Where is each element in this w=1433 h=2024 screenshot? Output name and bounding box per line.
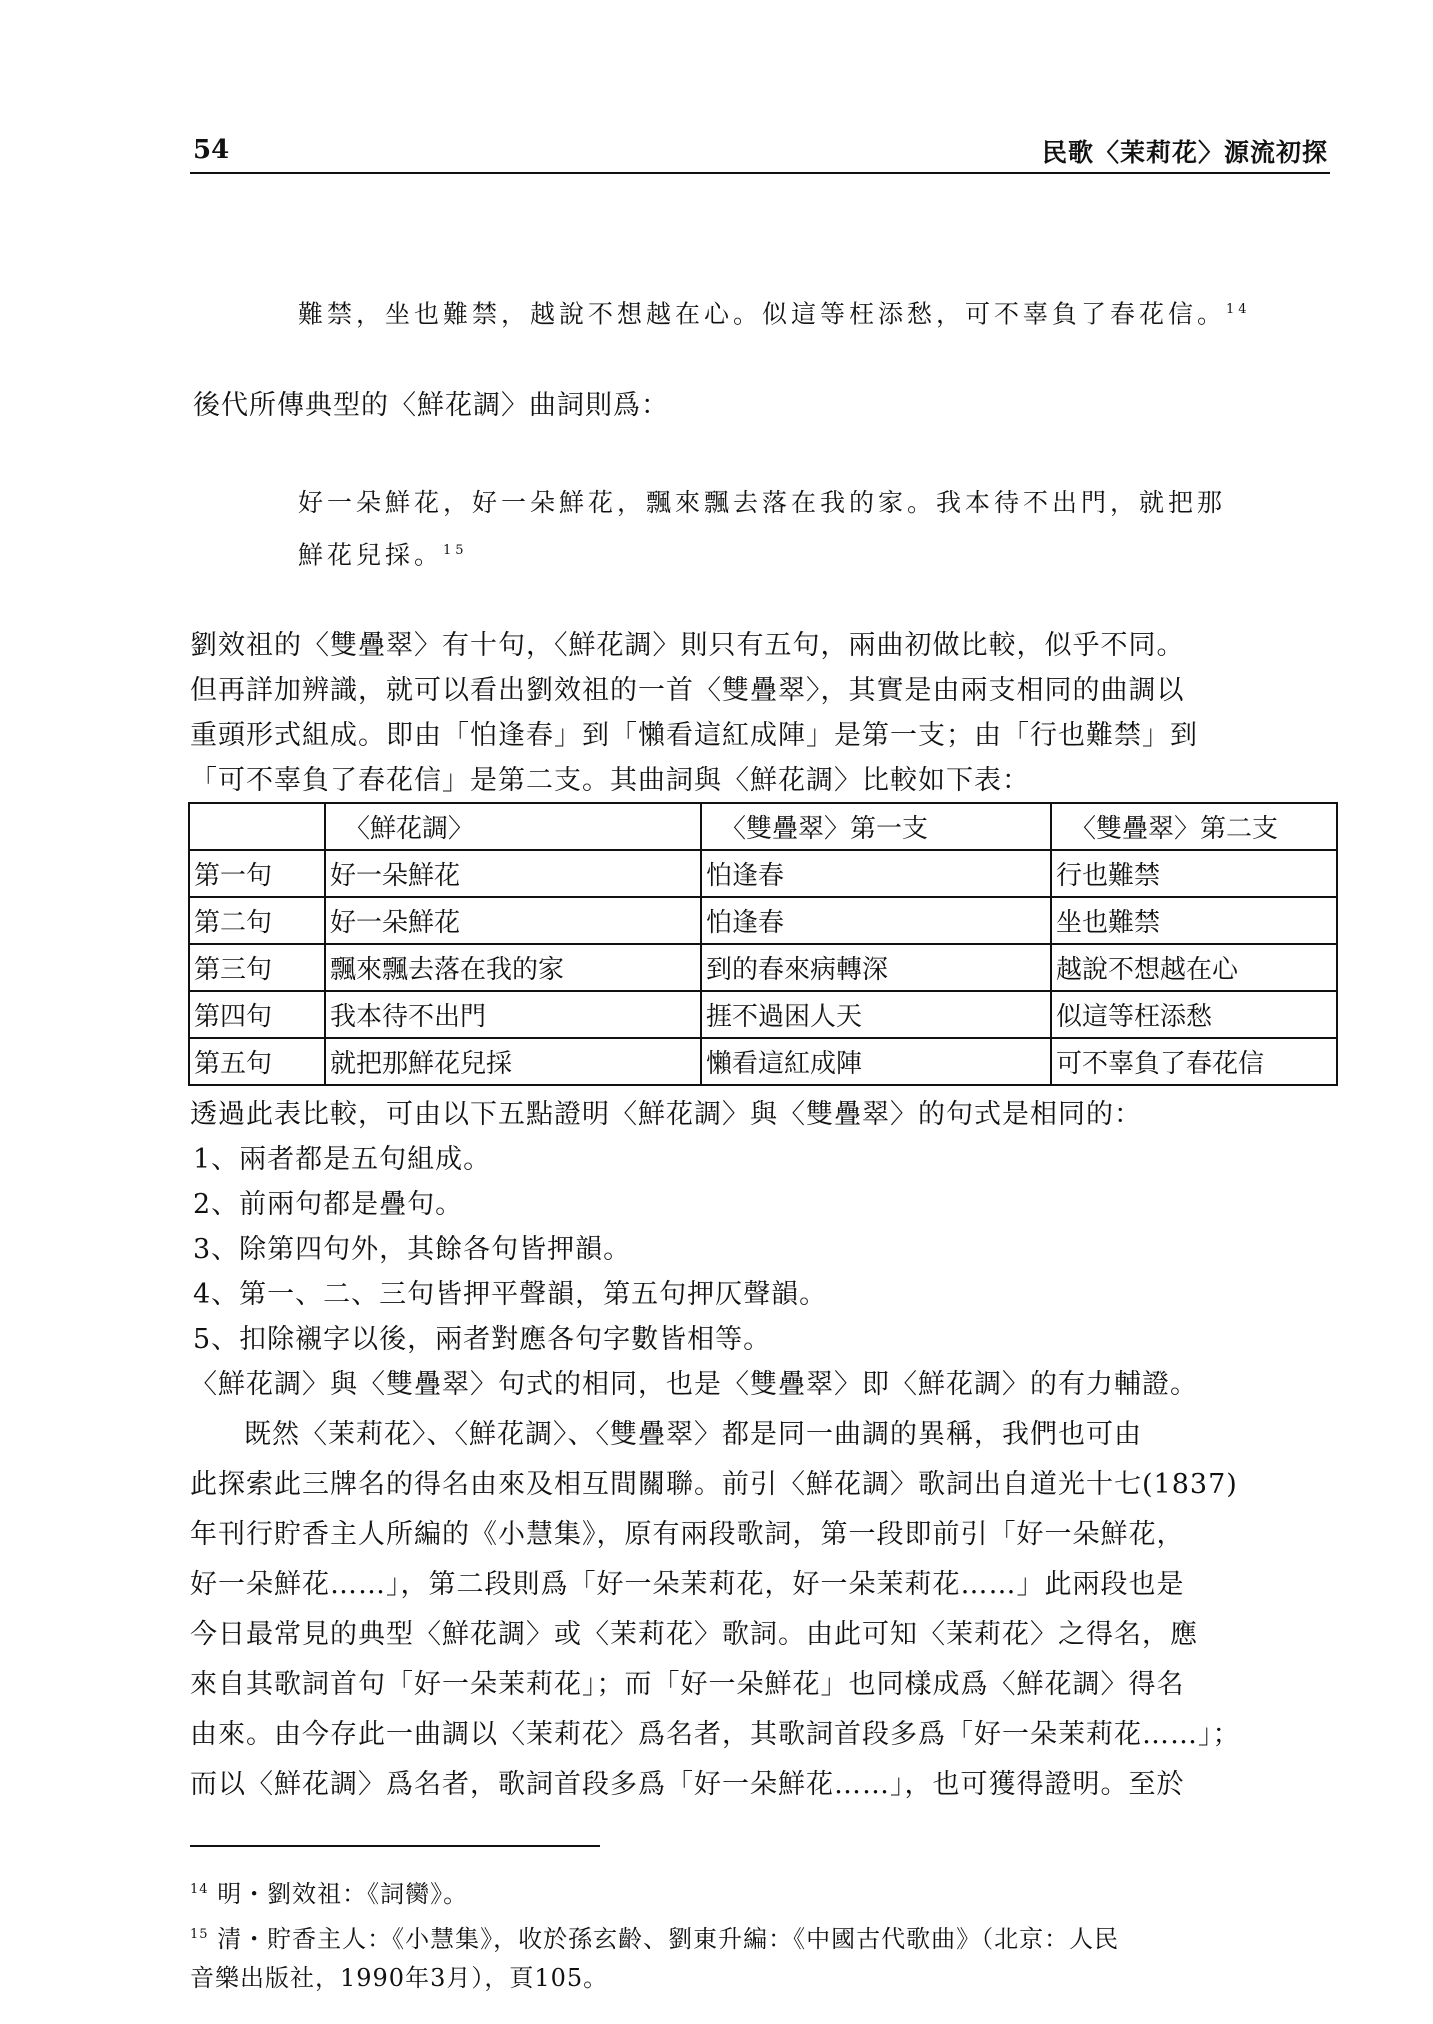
footnote-text: 音樂出版社，1990年3月），頁105。 — [190, 1964, 609, 1992]
para2-line: 年刊行貯香主人所編的《小慧集》，原有兩段歌詞，第一段即前引「好一朵鮮花， — [190, 1519, 1185, 1550]
table-cell: 第四句 — [189, 991, 325, 1038]
table-cell: 就把那鮮花兒採 — [325, 1038, 701, 1085]
point-item: 2、前兩句都是疊句。 — [193, 1189, 464, 1220]
table-cell: 似這等枉添愁 — [1051, 991, 1337, 1038]
para2-line: 今日最常見的典型〈鮮花調〉或〈茉莉花〉歌詞。由此可知〈茉莉花〉之得名，應 — [190, 1619, 1198, 1650]
table-cell: 飄來飄去落在我的家 — [325, 944, 701, 991]
table-cell: 懶看這紅成陣 — [701, 1038, 1051, 1085]
para1-line: 重頭形式組成。即由「怕逢春」到「懶看這紅成陣」是第一支；由「行也難禁」到 — [190, 720, 1198, 751]
point-item: 1、兩者都是五句組成。 — [193, 1144, 492, 1175]
para2-line: 而以〈鮮花調〉爲名者，歌詞首段多爲「好一朵鮮花……」，也可獲得證明。至於 — [190, 1769, 1185, 1800]
intro-line: 後代所傳典型的〈鮮花調〉曲詞則爲： — [193, 390, 669, 421]
footnote-14 — [190, 1870, 468, 1914]
table-cell: 捱不過困人天 — [701, 991, 1051, 1038]
footnote-15 — [190, 1915, 1119, 1959]
table-cell: 第三句 — [189, 944, 325, 991]
point-item: 4、第一、二、三句皆押平聲韻，第五句押仄聲韻。 — [193, 1279, 828, 1310]
footnote-number: 14 — [190, 1882, 209, 1897]
table-cell: 怕逢春 — [701, 897, 1051, 944]
table-cell: 越說不想越在心 — [1051, 944, 1337, 991]
table-header-cell: 〈雙疊翠〉第二支 — [1051, 803, 1337, 850]
table-cell: 好一朵鮮花 — [325, 897, 701, 944]
footnote-number: 15 — [190, 1927, 209, 1942]
table-cell: 我本待不出門 — [325, 991, 701, 1038]
quote2-line2 — [298, 526, 468, 580]
table-row — [189, 850, 1337, 897]
footnote-text: 明・劉效祖：《詞臠》。 — [217, 1880, 469, 1908]
para2-line: 由來。由今存此一曲調以〈茉莉花〉爲名者，其歌詞首段多爲「好一朵茉莉花……」； — [190, 1719, 1241, 1750]
comparison-table — [188, 802, 1338, 1086]
quote2-line2-text: 鮮花兒採。 — [298, 540, 444, 570]
quote1-text: 難禁，坐也難禁，越說不想越在心。似這等枉添愁，可不辜負了春花信。 — [298, 299, 1227, 329]
table-cell: 第二句 — [189, 897, 325, 944]
footnote-ref-14: 14 — [1226, 302, 1251, 317]
table-row — [189, 897, 1337, 944]
table-header-cell: 〈鮮花調〉 — [325, 803, 701, 850]
table-header-cell: 〈雙疊翠〉第一支 — [701, 803, 1051, 850]
quote2-line1: 好一朵鮮花，好一朵鮮花，飄來飄去落在我的家。我本待不出門，就把那 — [298, 488, 1227, 517]
conclusion-line: 〈鮮花調〉與〈雙疊翠〉句式的相同，也是〈雙疊翠〉即〈鮮花調〉的有力輔證。 — [190, 1369, 1198, 1400]
table-header-cell — [189, 803, 325, 850]
table-cell: 坐也難禁 — [1051, 897, 1337, 944]
footnote-15-cont — [190, 1958, 608, 1998]
para2-line: 此探索此三牌名的得名由來及相互間關聯。前引〈鮮花調〉歌詞出自道光十七(1837) — [190, 1469, 1238, 1500]
page-number: 54 — [193, 135, 230, 165]
table-row — [189, 991, 1337, 1038]
table-cell: 好一朵鮮花 — [325, 850, 701, 897]
table-header-row — [189, 803, 1337, 850]
footnote-rule — [190, 1845, 600, 1847]
quote-continuation — [298, 285, 1251, 339]
para2-line: 既然〈茉莉花〉、〈鮮花調〉、〈雙疊翠〉都是同一曲調的異稱，我們也可由 — [244, 1419, 1142, 1450]
para2-line: 好一朵鮮花……」，第二段則爲「好一朵茉莉花，好一朵茉莉花……」此兩段也是 — [190, 1569, 1185, 1600]
table-cell: 怕逢春 — [701, 850, 1051, 897]
para1-line: 但再詳加辨識，就可以看出劉效祖的一首〈雙疊翠〉，其實是由兩支相同的曲調以 — [190, 675, 1185, 706]
footnote-ref-15: 15 — [443, 543, 468, 558]
running-title: 民歌〈茉莉花〉源流初探 — [1041, 138, 1328, 167]
table-row — [189, 944, 1337, 991]
table-row — [189, 1038, 1337, 1085]
after-table-line: 透過此表比較，可由以下五點證明〈鮮花調〉與〈雙疊翠〉的句式是相同的： — [190, 1099, 1142, 1130]
table-cell: 到的春來病轉深 — [701, 944, 1051, 991]
table-cell: 第五句 — [189, 1038, 325, 1085]
para2-line: 來自其歌詞首句「好一朵茉莉花」；而「好一朵鮮花」也同樣成爲〈鮮花調〉得名 — [190, 1669, 1185, 1700]
footnote-text: 清・貯香主人：《小慧集》，收於孫玄齡、劉東升編：《中國古代歌曲》（北京：人民 — [217, 1925, 1120, 1953]
header-rule — [190, 172, 1330, 174]
point-item: 3、除第四句外，其餘各句皆押韻。 — [193, 1234, 632, 1265]
point-item: 5、扣除襯字以後，兩者對應各句字數皆相等。 — [193, 1324, 772, 1355]
table-cell: 第一句 — [189, 850, 325, 897]
para1-line: 劉效祖的〈雙疊翠〉有十句，〈鮮花調〉則只有五句，兩曲初做比較，似乎不同。 — [190, 630, 1185, 661]
para1-line: 「可不辜負了春花信」是第二支。其曲詞與〈鮮花調〉比較如下表： — [190, 765, 1030, 796]
table-cell: 可不辜負了春花信 — [1051, 1038, 1337, 1085]
table-cell: 行也難禁 — [1051, 850, 1337, 897]
